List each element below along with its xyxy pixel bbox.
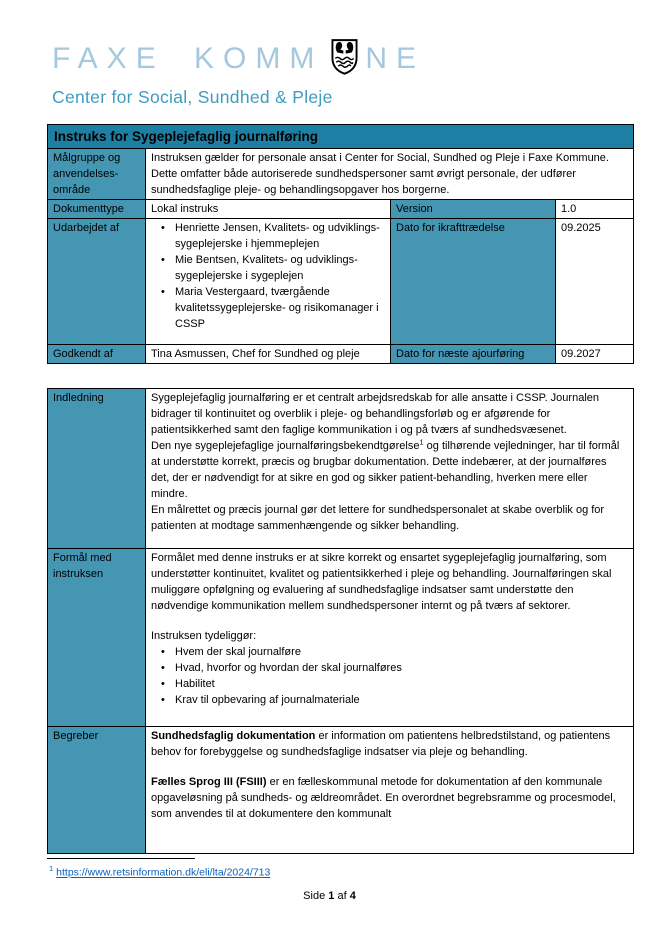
- udarbejdet-authors: [146, 219, 391, 345]
- paragraph: [151, 728, 627, 760]
- footnote-marker: 1: [49, 864, 54, 873]
- godkendt-label: Godkendt af: [48, 345, 146, 364]
- formal-text: [146, 549, 634, 727]
- list-intro: Instruksen tydeliggør:: [151, 630, 257, 642]
- table-row-dokumenttype: [48, 200, 634, 219]
- ikrafttraedelse-label: Dato for ikrafttrædelse: [391, 219, 556, 345]
- ajourfoering-label: Dato for næste ajourføring: [391, 345, 556, 364]
- paragraph: Sygeplejefaglig journalføring er et centralt arbejdsredskab for alle ansatte i CSSP. Journalen bidrager til kontinuitet og overblik i pleje- og behandlingsforløb og er afgørende for patientsikkerhed samt den faglige kommunikation i og på tværs af sundhedsvæsenet.: [151, 392, 599, 436]
- footnote: [49, 864, 270, 879]
- coat-of-arms-icon: [331, 38, 358, 81]
- document-info-table: [47, 124, 634, 364]
- indledning-label: Indledning: [48, 389, 146, 549]
- term-bold: Sundhedsfaglig dokumentation: [151, 730, 316, 742]
- footnote-separator: [47, 858, 195, 859]
- paragraph: Formålet med denne instruks er at sikre korrekt og ensartet sygeplejefaglig journalføring, som understøtter kontinuitet, kvalitet og patientsikkerhed i pleje og behandling. Journalføringen skal muliggøre opfølgning og evaluering af sundhedsfaglige indsatser samt understøtte den nødvendige kommunikation mellem sundhedspersoner internt og på tværs af sektorer.: [151, 552, 612, 612]
- paragraph-text: Den nye sygeplejefaglige journalføringsbekendtgørelse: [151, 440, 420, 452]
- paragraph-text: og tilhørende vejledninger, har til formål at understøtte korrekt, præcis og brugbar dokumentation. Dette indebærer, at der journalføres det, der er nødvendigt for at sikre en god og sikker patient-behandling, hverken mere eller mindre.: [151, 440, 620, 500]
- formal-label: Formål med instruksen: [48, 549, 146, 727]
- udarbejdet-label: Udarbejdet af: [48, 219, 146, 345]
- table-row-indledning: [48, 389, 634, 549]
- term-bold: Fælles Sprog III (FSIII): [151, 776, 267, 788]
- paragraph: [151, 774, 627, 822]
- paragraph: En målrettet og præcis journal gør det lettere for sundhedspersonalet at skabe overblik og for patienten at modtage sammenhængende og sikker behandling.: [151, 504, 605, 532]
- dokumenttype-label: Dokumenttype: [48, 200, 146, 219]
- ikrafttraedelse-value: 09.2025: [556, 219, 634, 345]
- logo-text-right: NE: [365, 42, 426, 75]
- paragraph-text: er en fælleskommunal metode for dokumentation af den kommunale opgaveløsning på sundheds- og ældreområdet. En overordnet begrebsramme og procesmodel, som anvendes til at dokumentere den kommunalt: [151, 776, 616, 820]
- ajourfoering-value: 09.2027: [556, 345, 634, 364]
- table-row-malgruppe: [48, 149, 634, 200]
- faxe-kommune-logo: [52, 38, 425, 80]
- blank-line: [151, 760, 627, 774]
- footnote-link[interactable]: https://www.retsinformation.dk/eli/lta/2024/713: [56, 866, 271, 879]
- authors-list: [151, 220, 384, 332]
- logo-text-left: FAXE KOMM: [52, 42, 324, 75]
- begreber-label: Begreber: [48, 727, 146, 854]
- clarifications-list: [151, 644, 627, 708]
- footer-total-pages: 4: [349, 890, 356, 902]
- list-item: • Habilitet: [175, 676, 627, 692]
- indledning-text: [146, 389, 634, 549]
- footer-text: Side: [303, 890, 326, 902]
- dokumenttype-value: Lokal instruks: [146, 200, 391, 219]
- list-item: • Mie Bentsen, Kvalitets- og udviklings-sygeplejerske i sygeplejen: [175, 252, 384, 284]
- blank-line: [151, 614, 627, 628]
- footer-page-number: 1: [328, 890, 335, 902]
- document-title: Instruks for Sygeplejefaglig journalføring: [48, 125, 634, 149]
- godkendt-value: Tina Asmussen, Chef for Sundhed og pleje: [146, 345, 391, 364]
- list-item: • Henriette Jensen, Kvalitets- og udviklings-sygeplejerske i hjemmeplejen: [175, 220, 384, 252]
- footer-text: af: [337, 890, 347, 902]
- begreber-text: [146, 727, 634, 854]
- list-item: • Hvad, hvorfor og hvordan der skal journalføres: [175, 660, 627, 676]
- table-row-formal: [48, 549, 634, 727]
- version-value: 1.0: [556, 200, 634, 219]
- list-item: • Hvem der skal journalføre: [175, 644, 627, 660]
- list-item: • Krav til opbevaring af journalmateriale: [175, 692, 627, 708]
- malgruppe-text: Instruksen gælder for personale ansat i Center for Social, Sundhed og Pleje i Faxe Kommune. Dette omfatter både autoriserede sundhedspersoner samt øvrigt personale, der udfører sundhedsfaglige pleje- og behandlingsopgaver hos borgerne.: [146, 149, 634, 200]
- paragraph-text: er information om patientens helbredstilstand, og patientens behov for forebyggelse og sundhedsfaglige indsatser via pleje og behandling.: [151, 730, 611, 758]
- paragraph: [151, 438, 627, 502]
- document-title-row: [48, 125, 634, 149]
- page-number-footer: [0, 890, 659, 902]
- footnote-reference: 1: [419, 437, 424, 447]
- table-row-begreber: [48, 727, 634, 854]
- version-label: Version: [391, 200, 556, 219]
- table-row-godkendt-af: [48, 345, 634, 364]
- content-sections-table: [47, 388, 634, 854]
- table-row-udarbejdet-af: [48, 219, 634, 345]
- document-header: [52, 38, 425, 108]
- list-item: • Maria Vestergaard, tværgående kvalitetssygeplejerske- og risikomanager i CSSP: [175, 284, 384, 332]
- center-subtitle: Center for Social, Sundhed & Pleje: [52, 87, 333, 107]
- malgruppe-label: Målgruppe og anvendelses-område: [48, 149, 146, 200]
